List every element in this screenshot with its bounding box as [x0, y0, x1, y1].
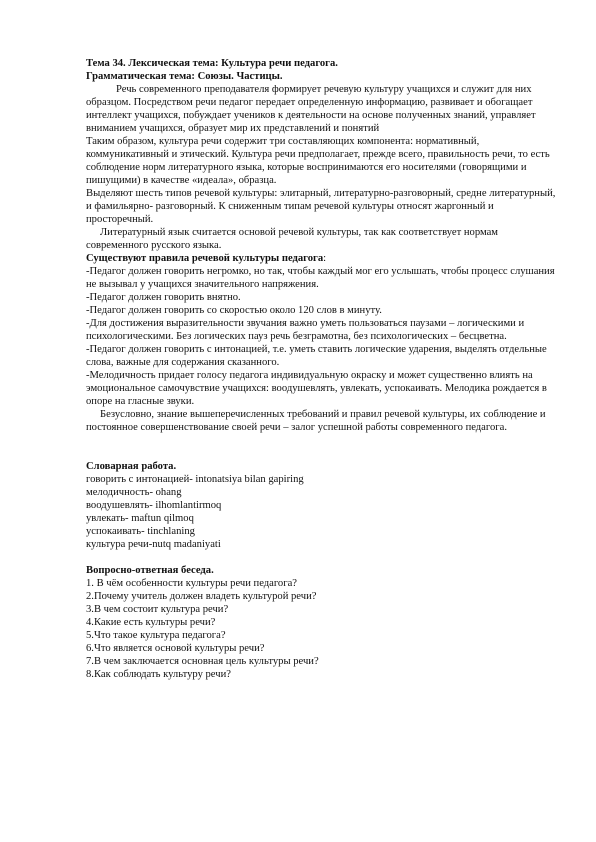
- rule-item-5: -Педагог должен говорить с интонацией, т.е. уметь ставить логические ударения, выделять отдельные слова, важные для содержания сказанного.: [86, 344, 547, 368]
- question-item: 3.В чем состоит культура речи?: [86, 604, 229, 615]
- paragraph-3: Выделяют шесть типов речевой культуры: элитарный, литературно-разговорный, средне литературный, и фамильярно- разговорный. К сниженным типам речевой культуры относят жаргонный и просторечный.: [86, 188, 556, 225]
- rules-heading-colon: :: [323, 253, 327, 264]
- rule-item-6: -Мелодичность придает голосу педагога индивидуальную окраску и может существенно влиять на эмоциональное самочувствие учащихся: воодушевлять, увлекать, успокаивать. Мелодика рождается в опоре на гласные звуки.: [86, 370, 547, 407]
- question-item: 2.Почему учитель должен владеть культурой речи?: [86, 591, 317, 602]
- vocab-item: культура речи-nutq madaniyati: [86, 539, 221, 550]
- vocab-item: увлекать- maftun qilmoq: [86, 513, 194, 524]
- spacer: [86, 551, 556, 564]
- topic-title: Тема 34. Лексическая тема: Культура речи педагога.: [86, 58, 338, 69]
- rule-item-2: -Педагог должен говорить внятно.: [86, 292, 241, 303]
- paragraph-2: Таким образом, культура речи содержит три составляющих компонента: нормативный, коммуникативный и этический. Культура речи предполагает, прежде всего, правильность речи, то есть соблюдение норм литературного языка, которые воспринимаются его носителями (говорящими и пишущими) в качестве «идеала», образца.: [86, 136, 550, 186]
- question-list: [86, 577, 556, 681]
- question-item: 7.В чем заключается основная цель культуры речи?: [86, 656, 319, 667]
- question-item: 8.Как соблюдать культуру речи?: [86, 669, 231, 680]
- vocab-item: говорить с интонацией- intonatsiya bilan gapiring: [86, 474, 304, 485]
- rule-item-1: -Педагог должен говорить негромко, но так, чтобы каждый мог его услышать, чтобы процесс слушания не вызывал у учащихся значительного напряжения.: [86, 266, 555, 290]
- rule-item-3: -Педагог должен говорить со скоростью около 120 слов в минуту.: [86, 305, 382, 316]
- rules-heading: Существуют правила речевой культуры педагога: [86, 253, 324, 264]
- question-item: 6.Что является основой культуры речи?: [86, 643, 265, 654]
- question-item: 1. В чём особенности культуры речи педагога?: [86, 578, 297, 589]
- rule-item-4: -Для достижения выразительности звучания важно уметь пользоваться паузами – логическими и психологическими. Без логических пауз речь безграмотна, без психологических – бесцветна.: [86, 318, 525, 342]
- paragraph-4: Литературный язык считается основой речевой культуры, так как соответствует нормам современного русского языка.: [86, 227, 498, 251]
- vocab-list: [86, 473, 556, 551]
- vocab-heading: Словарная работа.: [86, 461, 177, 472]
- vocab-item: успокаивать- tinchlaning: [86, 526, 195, 537]
- spacer: [86, 434, 556, 460]
- conclusion-paragraph: Безусловно, знание вышеперечисленных требований и правил речевой культуры, их соблюдение и постоянное совершенствование своей речи – залог успешной работы современного педагога.: [86, 409, 546, 433]
- vocab-item: воодушевлять- ilhomlantirmoq: [86, 500, 222, 511]
- vocab-item: мелодичность- ohang: [86, 487, 182, 498]
- document-page: [86, 57, 556, 681]
- paragraph-1: Речь современного преподавателя формирует речевую культуру учащихся и служит для них образцом. Посредством речи педагог передает определенную информацию, развивает и обогащает интеллект учащихся, побуждает учеников к деятельности на основе полученных знаний, управляет вниманием учащихся, образует мир их представлений и понятий: [86, 84, 536, 134]
- question-item: 4.Какие есть культуры речи?: [86, 617, 216, 628]
- grammar-topic-title: Грамматическая тема: Союзы. Частицы.: [86, 71, 283, 82]
- question-item: 5.Что такое культура педагога?: [86, 630, 226, 641]
- qa-heading: Вопросно-ответная беседа.: [86, 565, 214, 576]
- rules-heading-line: [86, 252, 556, 265]
